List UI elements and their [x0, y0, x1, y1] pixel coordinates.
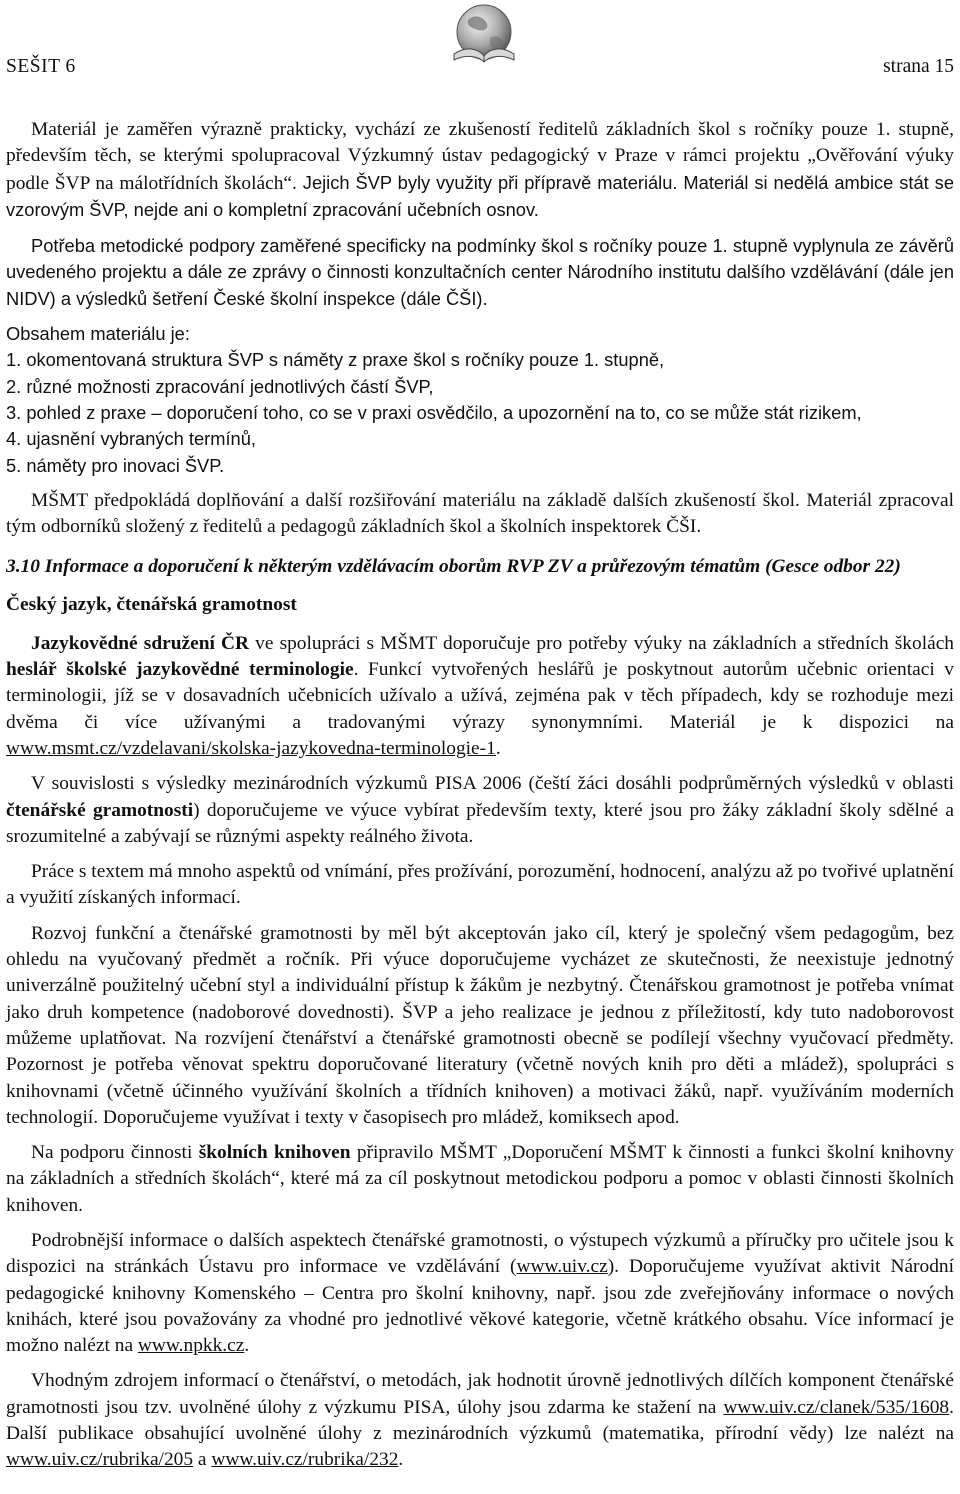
text: připravilo MŠMT „Doporučení MŠMT k činnosti a funkci školní knihovny na základních a středních školách“, které má za cíl poskytnout metodickou podporu a pomoc v oblasti činnosti školních knihoven. [6, 1142, 955, 1216]
terminology-name: heslář školské jazykovědné terminologie [6, 659, 354, 681]
text: Podrobnější informace o dalších aspektech čtenářské gramotnosti, o výstupech výzkumů a příručky pro učitele jsou k dispozici na stránkách Ústavu pro informace ve vzdělávání ( [6, 1229, 954, 1278]
intro-paragraph [6, 117, 954, 224]
text: . [244, 1335, 250, 1357]
subsection-title: Český jazyk, čtenářská gramotnost [6, 594, 297, 616]
text: . Funkcí vytvořených heslářů je poskytnout autorům učebnic orientaci v terminologii, jíž se v dosavadních učebnicích užívalo a užívá, zejména pak v těch případech, kdy se rozhoduje mezi dvěma či více užívanými a tradovanými výrazy synonymními. Materiál je k dispozici na [6, 659, 954, 733]
school-libraries-term: školních knihoven [198, 1142, 351, 1164]
pisa-paragraph [6, 771, 954, 850]
page-number: strana 15 [883, 56, 954, 77]
intro-sans-text: Jejich ŠVP byly využity při přípravě materiálu. Materiál si nedělá ambice stát se vzorovým ŠVP, nejde ani o kompletní zpracování učebních osnov. [6, 171, 954, 220]
reading-literacy-term: čtenářské gramotnosti [6, 799, 194, 821]
school-libraries-paragraph [6, 1140, 954, 1219]
text-work-paragraph: Práce s textem má mnoho aspektů od vnímání, přes prožívání, porozumění, hodnocení, analýzu až po tvořivé uplatnění a využití získaných informací. [6, 861, 954, 909]
document-body [6, 117, 954, 1483]
text: Na podporu činnosti [31, 1142, 199, 1164]
text: Vhodným zdrojem informací o čtenářství, o metodách, jak hodnotit úrovně jednotlivých dílčích komponent čtenářské gramotnosti jsou tzv. uvolněné úlohy z výzkumu PISA, úlohy jsou zdarma ke stažení na [6, 1370, 954, 1418]
terminology-paragraph [6, 631, 954, 762]
text: . [495, 737, 501, 759]
contents-list-title: Obsahem materiálu je: [6, 323, 190, 345]
uiv-link[interactable]: www.uiv.cz [516, 1256, 608, 1278]
literacy-development-paragraph: Rozvoj funkční a čtenářské gramotnosti by měl být akceptován jako cíl, který je společný všem pedagogům, bez ohledu na vyučovaný předmět a ročník. Při výuce doporučujeme vycházet ze skutečnosti, že neexistuje jednotný univerzálně použitelný učební styl a individuální přístup k žákům je nezbytný. Čtenářskou gramotnost je potřeba vnímat jako druh kompetence (nadoborové dovednosti). ŠVP a jeho realizace je jednou z příležitostí, kdy tuto nadoborovost můžeme uplatňovat. Na rozvíjení čtenářství a čtenářské gramotnosti obecně se podílejí všechny vyučovací předměty. Pozornost je potřeba věnovat spektru doporučované literatury (včetně nových knih pro děti a mládež), spolupráci s knihovnami (včetně účinného využívání školních a třídních knihoven) a motivaci žáků, např. využíváním moderních technologií. Doporučujeme využívat i texty v časopisech pro mládež, komiksech apod. [6, 922, 954, 1128]
org-name: Jazykovědné sdružení ČR [31, 632, 250, 654]
list-item: 1. okomentovaná struktura ŠVP s náměty z praxe škol s ročníky pouze 1. stupně, [6, 349, 665, 371]
section-title: 3.10 Informace a doporučení k některým vzdělávacím oborům RVP ZV a průřezovým tématům (Gesce odbor 22) [6, 556, 901, 578]
msmt-paragraph: MŠMT předpokládá doplňování a další rozšiřování materiálu na základě dalších zkušeností škol. Materiál zpracoval tým odborníků složený z ředitelů a pedagogů základních škol a školních inspektorek ČŠI. [6, 489, 954, 538]
intro-serif-text: Materiál je zaměřen výrazně prakticky, vychází ze zkušeností ředitelů základních škol s ročníky pouze 1. stupně, především těch, se kterými spolupracoval Výzkumný ústav pedagogický v Praze v rámci projektu „Ověřování výuky podle ŠVP na málotřídních školách“. [6, 119, 954, 194]
msmt-terminology-link[interactable]: www.msmt.cz/vzdelavani/skolska-jazykovedna-terminologie-1 [6, 737, 496, 759]
support-need-paragraph: Potřeba metodické podpory zaměřené specificky na podmínky škol s ročníky pouze 1. stupně vyplynula ze závěrů uvedeného projektu a dále ze zprávy o činnosti konzultačních center Národního institutu dalšího vzdělávání (dále jen NIDV) a výsledků šetření České školní inspekce (dále ČŠI). [6, 235, 954, 309]
text: ). Doporučujeme využívat aktivit Národní pedagogické knihovny Komenského – Centra pro školní knihovny, např. jsou zde zveřejňovány informace o nových knihách, které jsou považovány za vhodné pro jednotlivé věkové kategorie, včetně krátkého obsahu. Více informací je možno nalézt na [6, 1256, 954, 1357]
list-item: 3. pohled z praxe – doporučení toho, co se v praxi osvědčilo, a upozornění na to, co se může stát rizikem, [6, 401, 862, 423]
uiv-clanek-link[interactable]: www.uiv.cz/clanek/535/1608 [723, 1396, 950, 1418]
pisa-resources-paragraph [6, 1368, 954, 1473]
text: a [193, 1449, 212, 1471]
booklet-label: SEŠIT 6 [6, 56, 76, 77]
list-item: 5. náměty pro inovaci ŠVP. [6, 454, 225, 476]
globe-book-logo-icon [446, 2, 520, 68]
text: ) doporučujeme ve výuce vybírat především texty, které jsou pro žáky základní školy sdělné a srozumitelné a zabývají se různými aspekty reálného života. [6, 799, 954, 847]
list-item: 2. různé možnosti zpracování jednotlivých částí ŠVP, [6, 375, 434, 397]
text: . [398, 1449, 404, 1471]
text: V souvislosti s výsledky mezinárodních výzkumů PISA 2006 (čeští žáci dosáhli podprůměrných výsledků v oblasti [31, 773, 954, 795]
more-info-paragraph [6, 1228, 954, 1359]
list-item: 4. ujasnění vybraných termínů, [6, 428, 256, 450]
npkk-link[interactable]: www.npkk.cz [137, 1335, 245, 1357]
text: . Další publikace obsahující uvolněné úlohy z mezinárodních výzkumů (matematika, přírodní vědy) lze nalézt na [6, 1396, 954, 1445]
text: ve spolupráci s MŠMT doporučuje pro potřeby výuky na základních a středních školách [249, 632, 954, 654]
uiv-rubrika-232-link[interactable]: www.uiv.cz/rubrika/232 [211, 1449, 399, 1471]
contents-list [6, 321, 954, 479]
uiv-rubrika-205-link[interactable]: www.uiv.cz/rubrika/205 [6, 1449, 194, 1471]
